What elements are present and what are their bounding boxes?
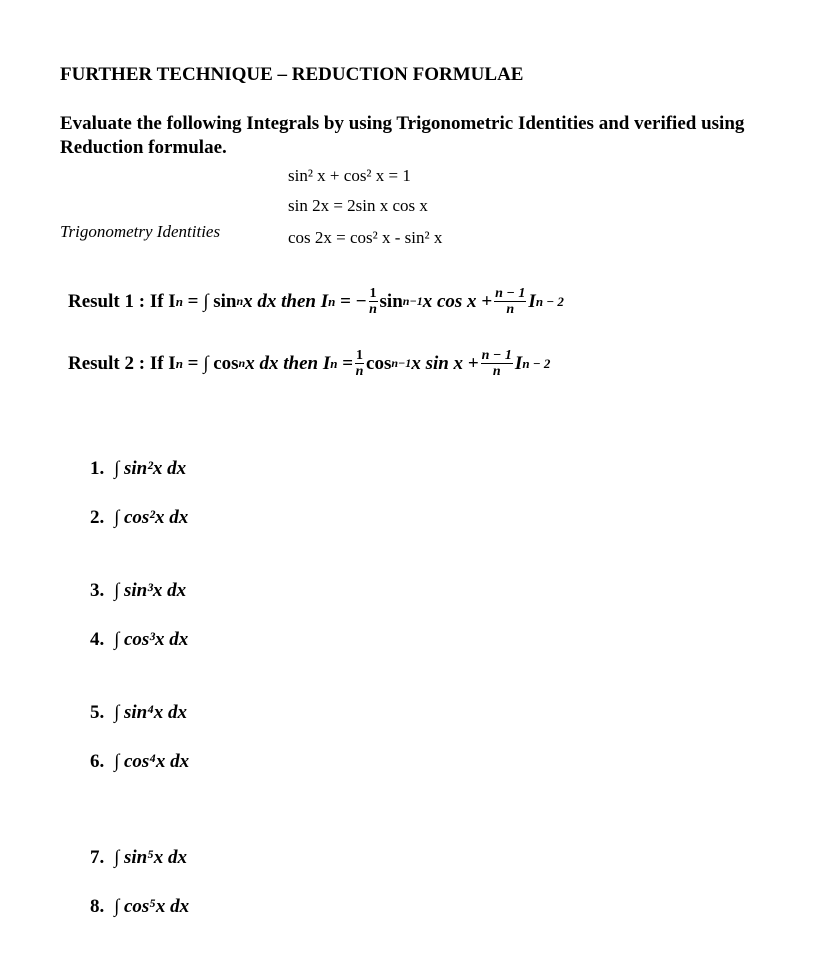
result-1-then: x dx then I [243, 290, 329, 312]
result-1-sup-n: n [236, 294, 244, 308]
result-2-term2: x sin x + [411, 352, 479, 374]
problem-5 [90, 702, 187, 724]
result-1-sub-n-b: n [328, 293, 336, 309]
result-1-frac2-num: n − 1 [495, 286, 526, 301]
identity-double-angle-cos: cos 2x = cos² x - sin² x [288, 228, 443, 247]
result-2-sub-n2: n − 2 [522, 355, 551, 371]
problem-6 [90, 751, 189, 773]
result-1-tail: I [528, 290, 536, 312]
result-1-fraction-2 [494, 286, 526, 317]
result-1-sup-n1: n−1 [402, 294, 423, 308]
result-2-eq: = [342, 352, 354, 374]
problem-5-expression: ∫ sin⁴x dx [114, 702, 188, 723]
problem-6-number: 6. [90, 751, 105, 772]
identity-pythagorean: sin² x + cos² x = 1 [288, 166, 411, 185]
problem-5-number: 5. [90, 702, 105, 723]
problem-2-number: 2. [90, 507, 105, 528]
result-2-if: If I [149, 352, 176, 374]
result-2-term: cos [366, 352, 392, 374]
problem-3 [90, 580, 186, 602]
result-2-sub-n-b: n [330, 355, 338, 371]
result-1-sub-n: n [175, 293, 183, 309]
problem-4-expression: ∫ cos³x dx [114, 629, 189, 650]
result-1-frac-den: n [369, 302, 377, 317]
result-2-sub-n: n [175, 355, 183, 371]
problem-2 [90, 507, 188, 529]
result-1 [68, 286, 564, 317]
result-2-then: x dx then I [245, 352, 331, 374]
result-2-frac-den: n [355, 364, 364, 379]
problem-4 [90, 629, 188, 651]
result-2-frac-num: 1 [356, 348, 364, 363]
instructions: Evaluate the following Integrals by using Trigonometric Identities and verified using Reduction formulae. [60, 113, 745, 158]
problem-1-number: 1. [90, 458, 105, 479]
problem-7 [90, 847, 187, 869]
result-1-sub-n2: n − 2 [535, 293, 564, 309]
problem-8-expression: ∫ cos⁵x dx [114, 896, 190, 917]
result-1-term2: x cos x + [422, 290, 493, 312]
result-2-sup-n1: n−1 [391, 356, 412, 370]
result-1-integral: = ∫ sin [187, 290, 237, 312]
problem-2-expression: ∫ cos²x dx [114, 507, 189, 528]
result-2-tail: I [514, 352, 523, 374]
page-title: FURTHER TECHNIQUE – REDUCTION FORMULAE [60, 64, 524, 85]
result-2-label: Result 2 : [68, 352, 146, 374]
result-2-frac2-num: n − 1 [481, 348, 512, 363]
problem-6-expression: ∫ cos⁴x dx [114, 751, 190, 772]
result-1-frac-num: 1 [369, 286, 377, 301]
result-1-if: If I [149, 290, 176, 312]
problem-7-number: 7. [90, 847, 105, 868]
result-2-frac2-den: n [492, 364, 501, 379]
identities-label: Trigonometry Identities [60, 222, 221, 241]
problem-3-expression: ∫ sin³x dx [114, 580, 187, 601]
problem-3-number: 3. [90, 580, 105, 601]
problem-8 [90, 896, 189, 918]
problem-1-expression: ∫ sin²x dx [114, 458, 187, 479]
problem-8-number: 8. [90, 896, 105, 917]
problem-7-expression: ∫ sin⁵x dx [114, 847, 188, 868]
result-1-label: Result 1 : [68, 290, 146, 312]
problem-1 [90, 458, 186, 480]
result-2-fraction-2 [481, 348, 513, 379]
result-1-fraction [369, 286, 378, 317]
result-2-fraction [355, 348, 364, 379]
result-2 [68, 348, 550, 379]
result-1-eq: = − [340, 290, 367, 312]
result-2-integral: = ∫ cos [187, 352, 239, 374]
identity-double-angle-sin: sin 2x = 2sin x cos x [288, 196, 428, 215]
result-1-frac2-den: n [506, 302, 515, 317]
result-1-term: sin [379, 290, 403, 312]
result-2-sup-n: n [238, 356, 246, 370]
problem-4-number: 4. [90, 629, 105, 650]
